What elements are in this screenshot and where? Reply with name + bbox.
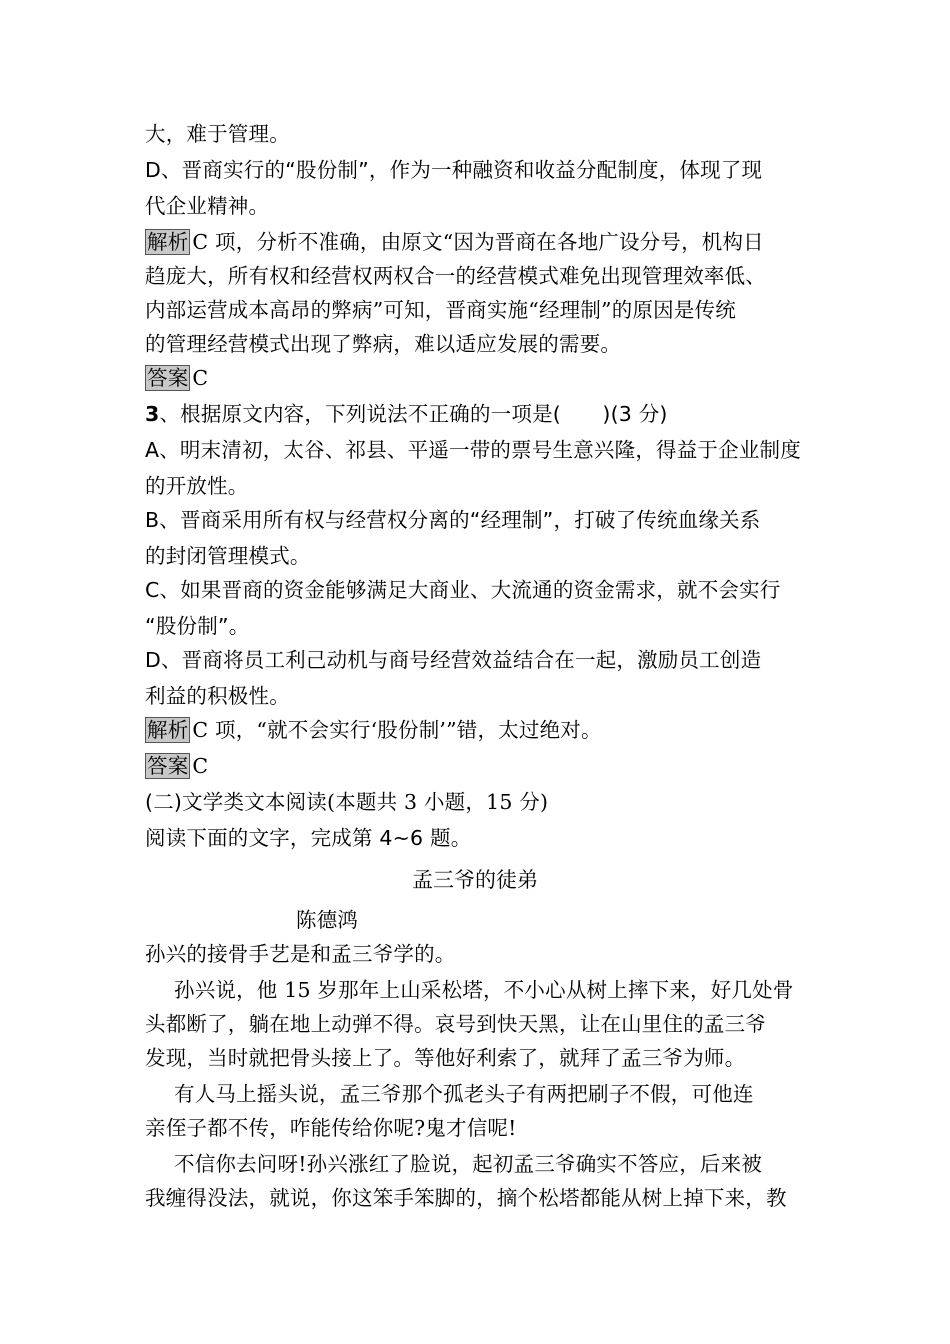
question-3: [145, 400, 810, 428]
option-d2-line-2: 利益的积极性。: [145, 684, 290, 708]
analysis-1-line-2: 趋庞大，所有权和经营权两权合一的经营模式难免出现管理效率低、: [145, 264, 766, 288]
option-b-line-1: B、晋商采用所有权与经营权分离的“经理制”，打破了传统血缘关系: [145, 508, 761, 532]
answer-text: C: [192, 754, 209, 778]
option-b-line-2: 的封闭管理模式。: [145, 544, 311, 568]
analysis-1-line-4: 的管理经营模式出现了弊病，难以适应发展的需要。: [145, 332, 622, 356]
text-line: 大，难于管理。: [145, 122, 290, 146]
question-text: 、根据原文内容，下列说法不正确的一项是( )(3 分): [159, 402, 668, 426]
answer-tag: 答案: [147, 366, 189, 390]
option-a-line-1: A、明末清初，太谷、祁县、平遥一带的票号生意兴隆，得益于企业制度: [145, 438, 801, 462]
paragraph-2-line-1: 孙兴说，他 15 岁那年上山采松塔，不小心从树上摔下来，好几处骨: [174, 978, 794, 1002]
section-score: (本题共 3 小题，15 分): [327, 790, 549, 814]
option-c-line-1: C、如果晋商的资金能够满足大商业、大流通的资金需求，就不会实行: [145, 578, 781, 602]
story-title: 孟三爷的徒弟: [412, 868, 538, 892]
question-number: 3: [145, 402, 160, 426]
option-d-line-1: D、晋商实行的“股份制”，作为一种融资和收益分配制度，体现了现: [145, 158, 763, 182]
answer-tag: 答案: [147, 754, 189, 778]
option-d2-line-1: D、晋商将员工利己动机与商号经营效益结合在一起，激励员工创造: [145, 648, 762, 672]
analysis-tag: 解析: [147, 718, 189, 742]
section-heading: [145, 788, 810, 816]
option-c-line-2: “股份制”。: [145, 614, 250, 638]
answer-1-line: [145, 364, 810, 392]
option-a-line-2: 的开放性。: [145, 474, 249, 498]
paragraph-1: 孙兴的接骨手艺是和孟三爷学的。: [145, 942, 456, 966]
analysis-1-line-3: 内部运营成本高昂的弊病”可知，晋商实施“经理制”的原因是传统: [145, 298, 736, 322]
option-d-line-2: 代企业精神。: [145, 194, 270, 218]
analysis-text: C 项，分析不准确，由原文“因为晋商在各地广设分号，机构日: [192, 230, 764, 254]
analysis-tag: 解析: [147, 230, 189, 254]
paragraph-4-line-1: 不信你去问呀!孙兴涨红了脸说，起初孟三爷确实不答应，后来被: [174, 1152, 763, 1176]
section-title: (二)文学类文本阅读: [145, 790, 327, 814]
author-name: 陈德鸿: [296, 908, 359, 932]
paragraph-2-line-3: 发现，当时就把骨头接上了。等他好利索了，就拜了孟三爷为师。: [145, 1046, 746, 1070]
paragraph-3-line-1: 有人马上摇头说，孟三爷那个孤老头子有两把刷子不假，可他连: [174, 1082, 754, 1106]
analysis-2-line: [145, 716, 810, 744]
analysis-text: C 项，“就不会实行‘股份制’”错，太过绝对。: [192, 718, 602, 742]
answer-2-line: [145, 752, 810, 780]
answer-text: C: [192, 366, 209, 390]
instruction-line: 阅读下面的文字，完成第 4~6 题。: [145, 826, 472, 850]
analysis-1-line-1: [145, 228, 810, 256]
paragraph-4-line-2: 我缠得没法，就说，你这笨手笨脚的，摘个松塔都能从树上掉下来，教: [145, 1186, 787, 1210]
paragraph-3-line-2: 亲侄子都不传，咋能传给你呢?鬼才信呢!: [145, 1116, 517, 1140]
paragraph-2-line-2: 头都断了，躺在地上动弹不得。哀号到快天黑，让在山里住的孟三爷: [145, 1012, 766, 1036]
